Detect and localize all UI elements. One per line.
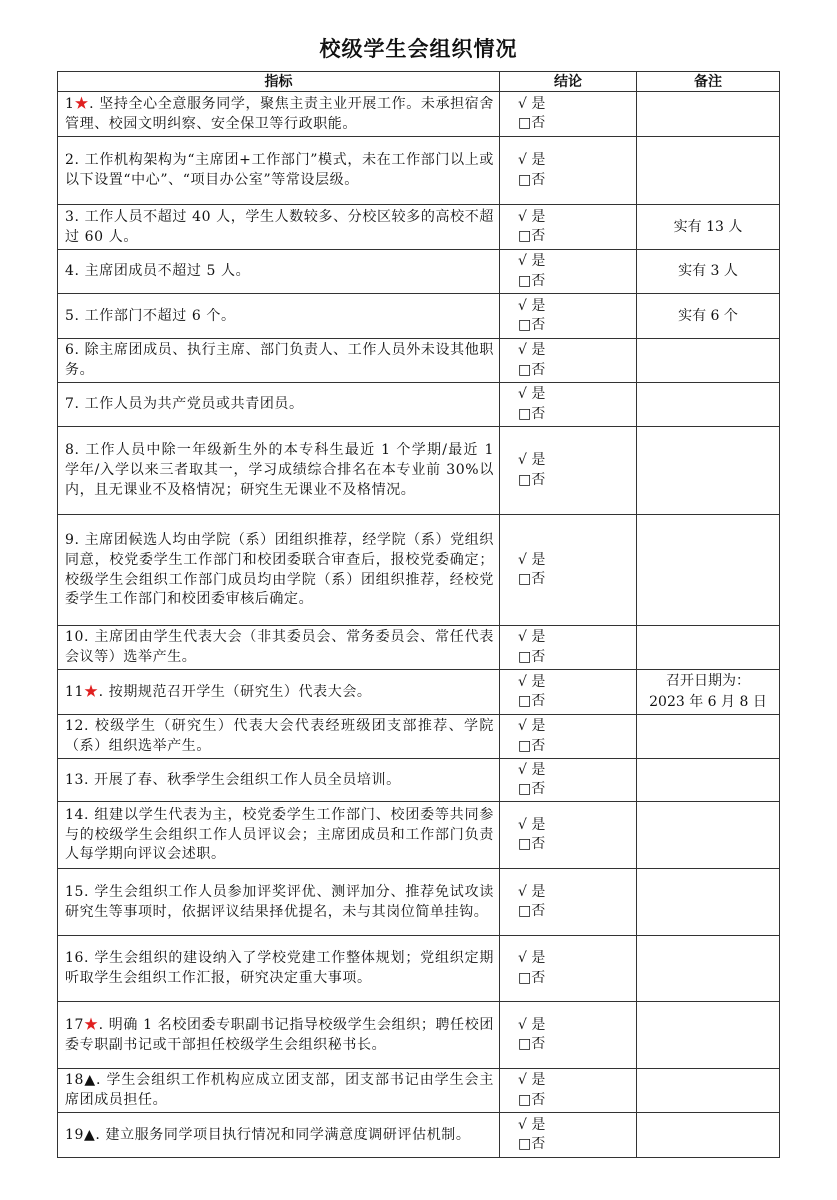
no-checkbox-option[interactable]: □否 (518, 693, 546, 709)
no-checkbox-option[interactable]: □否 (518, 361, 546, 378)
conclusion-cell (500, 339, 637, 383)
item-number: 7 (65, 396, 75, 413)
conclusion-cell (500, 1069, 637, 1113)
item-number: 8 (65, 442, 75, 459)
header-remark: 备注 (637, 72, 780, 92)
no-checkbox-option[interactable]: □否 (518, 781, 546, 797)
conclusion-cell (500, 205, 637, 250)
yes-checked-option[interactable]: √ 是 (518, 342, 546, 358)
remark-cell (637, 92, 780, 137)
remark-cell (637, 759, 780, 802)
yes-checked-option[interactable]: √ 是 (518, 208, 546, 225)
table-row (58, 294, 780, 339)
remark-text: 召开日期为： (666, 673, 750, 689)
conclusion-cell (500, 137, 637, 205)
remark-cell (637, 205, 780, 250)
remark-cell (637, 715, 780, 759)
conclusion-cell (500, 92, 637, 137)
conclusion-cell (500, 1113, 637, 1158)
indicator-cell (58, 250, 500, 294)
triangle-icon: ▲ (84, 1072, 97, 1089)
item-number: 6 (65, 342, 75, 359)
red-star-icon: ★ (84, 1016, 99, 1033)
indicator-text: . 工作人员中除一年级新生外的本专科生最近 1 个学期/最近 1 学年/入学以来三者取其一，学习成绩综合排名在本专业前 30%以内，且无课业不及格情况；研究生无课业不及格情况。 (65, 442, 494, 498)
indicator-cell (58, 515, 500, 626)
remark-cell (637, 1002, 780, 1069)
table-row (58, 427, 780, 515)
item-number: 18 (65, 1072, 85, 1089)
indicator-text: . 按期规范召开学生（研究生）代表大会。 (98, 683, 372, 700)
indicator-cell (58, 759, 500, 802)
yes-checked-option[interactable]: √ 是 (518, 152, 546, 168)
table-row (58, 1113, 780, 1158)
table-row (58, 1002, 780, 1069)
remark-cell (637, 294, 780, 339)
conclusion-cell (500, 802, 637, 869)
item-number: 15 (65, 883, 85, 900)
yes-checked-option[interactable]: √ 是 (518, 95, 546, 112)
remark-cell (637, 626, 780, 670)
yes-checked-option[interactable]: √ 是 (518, 816, 546, 833)
table-row (58, 137, 780, 205)
indicator-cell (58, 1002, 500, 1069)
triangle-icon: ▲ (84, 1126, 96, 1143)
conclusion-cell (500, 936, 637, 1002)
yes-checked-option[interactable]: √ 是 (518, 1016, 546, 1033)
indicator-cell (58, 1069, 500, 1113)
no-checkbox-option[interactable]: □否 (518, 405, 546, 422)
indicator-text: . 工作机构架构为“主席团+工作部门”模式，未在工作部门以上或以下设置“中心”、“项目办公室”等常设层级。 (65, 152, 494, 188)
indicator-text: . 主席团候选人均由学院（系）团组织推荐，经学院（系）党组织同意，校党委学生工作部门和校团委联合审查后，报校党委确定；校级学生会组织工作部门成员均由学院（系）团组织推荐，经校党委学生工作部门和校团委审核后确定。 (65, 532, 494, 608)
remark-cell (637, 802, 780, 869)
no-checkbox-option[interactable]: □否 (518, 1036, 546, 1052)
remark-cell (637, 137, 780, 205)
conclusion-cell (500, 383, 637, 427)
conclusion-cell (500, 294, 637, 339)
yes-checked-option[interactable]: √ 是 (518, 1072, 546, 1088)
indicator-text: . 校级学生（研究生）代表大会代表经班级团支部推荐、学院（系）组织选举产生。 (65, 718, 494, 754)
indicator-cell (58, 936, 500, 1002)
yes-checked-option[interactable]: √ 是 (518, 629, 546, 645)
indicator-cell (58, 715, 500, 759)
yes-checked-option[interactable]: √ 是 (518, 673, 546, 690)
item-number: 12 (65, 718, 85, 735)
indicator-text: . 明确 1 名校团委专职副书记指导校级学生会组织；聘任校团委专职副书记或干部担任校级学生会组织秘书长。 (65, 1016, 494, 1053)
evaluation-table (57, 71, 780, 1158)
no-checkbox-option[interactable]: □否 (518, 115, 546, 131)
remark-text: 2023 年 6 月 8 日 (649, 694, 767, 710)
indicator-cell (58, 137, 500, 205)
indicator-text: . 学生会组织工作机构应成立团支部，团支部书记由学生会主席团成员担任。 (65, 1072, 494, 1108)
indicator-cell (58, 1113, 500, 1158)
indicator-text: . 工作部门不超过 6 个。 (74, 307, 236, 324)
no-checkbox-option[interactable]: □否 (518, 737, 546, 754)
yes-checked-option[interactable]: √ 是 (518, 253, 546, 269)
no-checkbox-option[interactable]: □否 (518, 1091, 546, 1108)
table-row (58, 383, 780, 427)
yes-checked-option[interactable]: √ 是 (518, 386, 546, 402)
item-number: 1 (65, 95, 75, 112)
indicator-cell (58, 802, 500, 869)
indicator-text: . 学生会组织工作人员参加评奖评优、测评加分、推荐免试攻读研究生等事项时，依据评议结果择优提名，未与其岗位简单挂钩。 (65, 883, 494, 920)
conclusion-cell (500, 1002, 637, 1069)
indicator-cell (58, 383, 500, 427)
no-checkbox-option[interactable]: □否 (518, 471, 546, 488)
table-row (58, 515, 780, 626)
remark-text: 实有 13 人 (673, 218, 743, 235)
no-checkbox-option[interactable]: □否 (518, 1136, 546, 1152)
table-row (58, 339, 780, 383)
table-row (58, 869, 780, 936)
remark-cell (637, 339, 780, 383)
indicator-text: . 学生会组织的建设纳入了学校党建工作整体规划；党组织定期听取学生会组织工作汇报，研究决定重大事项。 (65, 950, 494, 986)
indicator-cell (58, 294, 500, 339)
item-number: 9 (65, 532, 75, 549)
header-indicator: 指标 (58, 72, 500, 92)
remark-cell (637, 1113, 780, 1158)
table-row (58, 936, 780, 1002)
no-checkbox-option[interactable]: □否 (518, 171, 546, 188)
conclusion-cell (500, 427, 637, 515)
conclusion-cell (500, 759, 637, 802)
yes-checked-option[interactable]: √ 是 (518, 761, 546, 778)
table-header-row (58, 72, 780, 92)
table-body (58, 92, 780, 1158)
indicator-cell (58, 869, 500, 936)
remark-cell (637, 383, 780, 427)
no-checkbox-option[interactable]: □否 (518, 317, 546, 333)
no-checkbox-option[interactable]: □否 (518, 903, 546, 919)
indicator-text: . 主席团由学生代表大会（非其委员会、常务委员会、常任代表会议等）选举产生。 (65, 629, 494, 665)
conclusion-cell (500, 670, 637, 715)
remark-cell (637, 670, 780, 715)
table-row (58, 205, 780, 250)
indicator-text: . 组建以学生代表为主，校党委学生工作部门、校团委等共同参与的校级学生会组织工作人员评议会；主席团成员和工作部门负责人每学期向评议会述职。 (65, 806, 494, 863)
indicator-cell (58, 205, 500, 250)
yes-checked-option[interactable]: √ 是 (518, 718, 546, 734)
yes-checked-option[interactable]: √ 是 (518, 950, 546, 966)
conclusion-cell (500, 626, 637, 670)
table-row (58, 250, 780, 294)
yes-checked-option[interactable]: √ 是 (518, 297, 546, 314)
indicator-text: . 工作人员为共产党员或共青团员。 (74, 396, 304, 413)
remark-cell (637, 515, 780, 626)
indicator-text: . 除主席团成员、执行主席、部门负责人、工作人员外未设其他职务。 (65, 342, 494, 378)
item-number: 4 (65, 263, 75, 280)
conclusion-cell (500, 515, 637, 626)
no-checkbox-option[interactable]: □否 (518, 648, 546, 665)
indicator-text: . 工作人员不超过 40 人，学生人数较多、分校区较多的高校不超过 60 人。 (65, 208, 494, 245)
red-star-icon: ★ (74, 95, 90, 112)
indicator-text: . 建立服务同学项目执行情况和同学满意度调研评估机制。 (95, 1126, 471, 1143)
no-checkbox-option[interactable]: □否 (518, 272, 546, 289)
item-number: 19 (65, 1126, 85, 1143)
item-number: 11 (65, 683, 85, 700)
red-star-icon: ★ (84, 683, 99, 700)
yes-checked-option[interactable]: √ 是 (518, 551, 546, 568)
conclusion-cell (500, 869, 637, 936)
indicator-text: . 坚持全心全意服务同学，聚焦主责主业开展工作。未承担宿舍管理、校园文明纠察、安全保卫等行政职能。 (65, 95, 494, 132)
item-number: 16 (65, 950, 85, 967)
item-number: 17 (65, 1016, 85, 1033)
item-number: 3 (65, 208, 75, 225)
item-number: 14 (65, 806, 85, 823)
remark-cell (637, 1069, 780, 1113)
no-checkbox-option[interactable]: □否 (518, 969, 546, 986)
header-conclusion: 结论 (500, 72, 637, 92)
remark-text: 实有 6 个 (678, 307, 738, 324)
item-number: 2 (65, 152, 75, 169)
no-checkbox-option[interactable]: □否 (518, 228, 546, 244)
indicator-cell (58, 339, 500, 383)
indicator-cell (58, 670, 500, 715)
table-row (58, 715, 780, 759)
table-row (58, 92, 780, 137)
indicator-text: . 开展了春、秋季学生会组织工作人员全员培训。 (84, 771, 401, 788)
item-number: 5 (65, 307, 75, 324)
remark-cell (637, 250, 780, 294)
indicator-cell (58, 92, 500, 137)
item-number: 10 (65, 629, 85, 646)
page-title: 校级学生会组织情况 (319, 36, 518, 61)
no-checkbox-option[interactable]: □否 (518, 836, 546, 852)
remark-text: 实有 3 人 (678, 263, 738, 279)
table-row (58, 670, 780, 715)
item-number: 13 (65, 771, 85, 788)
conclusion-cell (500, 715, 637, 759)
remark-cell (637, 427, 780, 515)
yes-checked-option[interactable]: √ 是 (518, 452, 546, 468)
conclusion-cell (500, 250, 637, 294)
indicator-cell (58, 626, 500, 670)
table-row (58, 626, 780, 670)
indicator-text: . 主席团成员不超过 5 人。 (74, 263, 251, 280)
yes-checked-option[interactable]: √ 是 (518, 1116, 546, 1133)
yes-checked-option[interactable]: √ 是 (518, 883, 546, 900)
table-row (58, 759, 780, 802)
table-row (58, 802, 780, 869)
no-checkbox-option[interactable]: □否 (518, 571, 546, 587)
table-row (58, 1069, 780, 1113)
indicator-cell (58, 427, 500, 515)
remark-cell (637, 936, 780, 1002)
remark-cell (637, 869, 780, 936)
